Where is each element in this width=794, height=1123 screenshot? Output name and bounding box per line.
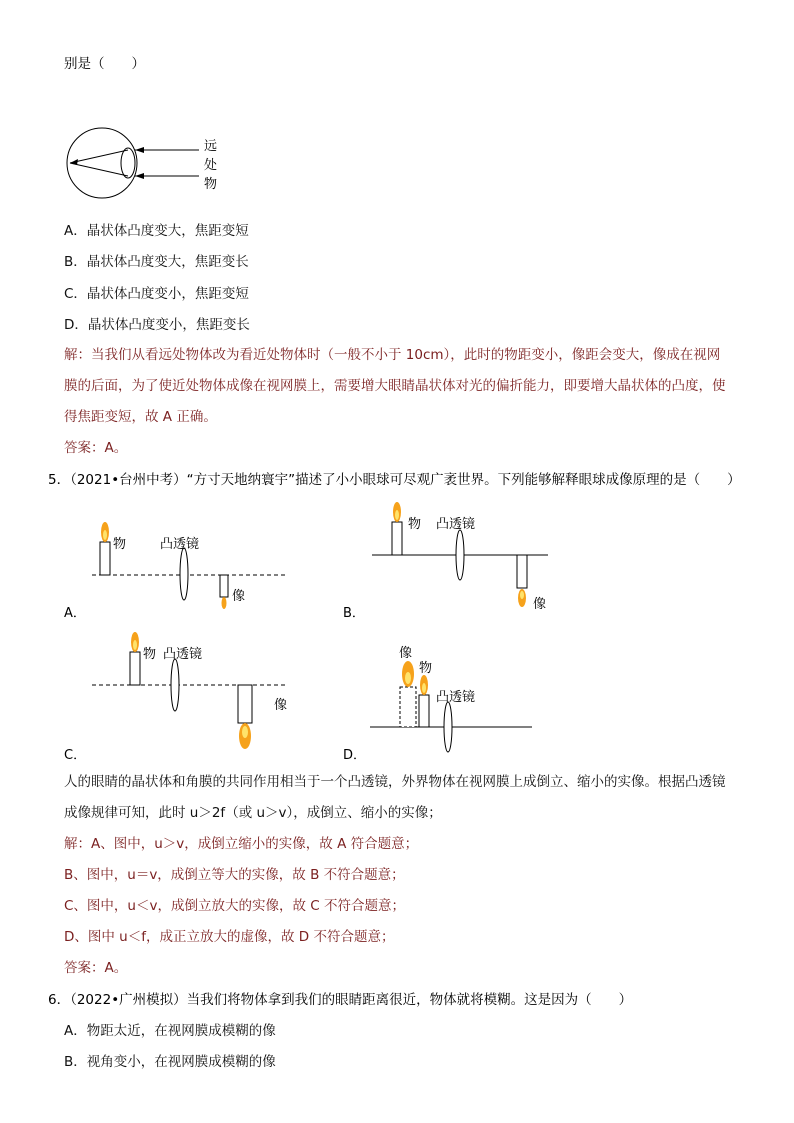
diagram-a-object-label: 物 <box>113 537 127 552</box>
explanation-line-2: 成像规律可知，此时 u＞2f（或 u＞v），成倒立、缩小的实像； <box>64 805 442 821</box>
q5-solution-d: D、图中 u＜f，成正立放大的虚像，故 D 不符合题意； <box>64 929 395 945</box>
diagram-d-lens-label: 凸透镜 <box>436 690 476 705</box>
option-letter-a: A． <box>64 606 86 621</box>
question-6-stem: 6．（2022•广州模拟）当我们将物体拿到我们的眼睛距离很近，物体就将模糊。这是因为（ ） <box>48 992 633 1008</box>
option-d: D．晶状体凸度变小，焦距变长 <box>64 317 250 333</box>
diagram-c-lens-label: 凸透镜 <box>163 647 203 662</box>
option-c: C．晶状体凸度变小，焦距变短 <box>64 286 249 302</box>
option-letter-d: D． <box>343 748 367 763</box>
answer: 答案：A。 <box>64 440 128 456</box>
eye-diagram <box>64 120 284 210</box>
solution-line-1: 解：当我们从看远处物体改为看近处物体时（一般不小于 10cm），此时的物距变小，像距会变大，像成在视网 <box>64 347 721 363</box>
diagram-b-object-label: 物 <box>408 517 422 532</box>
question-stem-tail: 别是（ ） <box>64 56 145 72</box>
figure-label-place: 处 <box>204 158 218 173</box>
diagram-c-object-label: 物 <box>143 647 157 662</box>
diagram-b-image-label: 像 <box>533 597 547 612</box>
question-5-stem: 5．（2021•台州中考）“方寸天地纳寰宇”描述了小小眼球可尽观广袤世界。下列能够解释眼球成像原理的是（ ） <box>48 472 741 488</box>
q5-solution-c: C、图中，u＜v，成倒立放大的实像，故 C 不符合题意； <box>64 898 405 914</box>
option-b: B．晶状体凸度变大，焦距变长 <box>64 254 249 270</box>
diagram-a <box>92 520 352 620</box>
option-letter-b: B． <box>343 606 365 621</box>
q5-solution-b: B、图中，u＝v，成倒立等大的实像，故 B 不符合题意； <box>64 867 405 883</box>
figure-label-far: 远 <box>204 139 218 154</box>
solution-line-2: 膜的后面，为了使近处物体成像在视网膜上，需要增大眼睛晶状体对光的偏折能力，即要增大晶状体的凸度，使 <box>64 378 726 394</box>
diagram-d-image-label: 像 <box>399 646 413 661</box>
diagram-d <box>370 658 550 758</box>
figure-label-object: 物 <box>204 177 218 192</box>
solution-line-3: 得焦距变短，故 A 正确。 <box>64 409 217 425</box>
q5-answer: 答案：A。 <box>64 960 128 976</box>
diagram-b-lens-label: 凸透镜 <box>436 517 476 532</box>
diagram-c-image-label: 像 <box>274 698 288 713</box>
option-letter-c: C． <box>64 748 87 763</box>
diagram-a-image-label: 像 <box>232 589 246 604</box>
q5-solution-a: 解：A、图中，u＞v，成倒立缩小的实像，故 A 符合题意； <box>64 836 419 852</box>
option-a: A．晶状体凸度变大，焦距变短 <box>64 223 249 239</box>
q6-option-a: A．物距太近，在视网膜成模糊的像 <box>64 1023 276 1039</box>
diagram-d-object-label: 物 <box>419 661 433 676</box>
diagram-a-lens-label: 凸透镜 <box>160 537 200 552</box>
explanation-line-1: 人的眼睛的晶状体和角膜的共同作用相当于一个凸透镜，外界物体在视网膜上成倒立、缩小的实像。根据凸透镜 <box>64 774 726 790</box>
q6-option-b: B．视角变小，在视网膜成模糊的像 <box>64 1054 276 1070</box>
